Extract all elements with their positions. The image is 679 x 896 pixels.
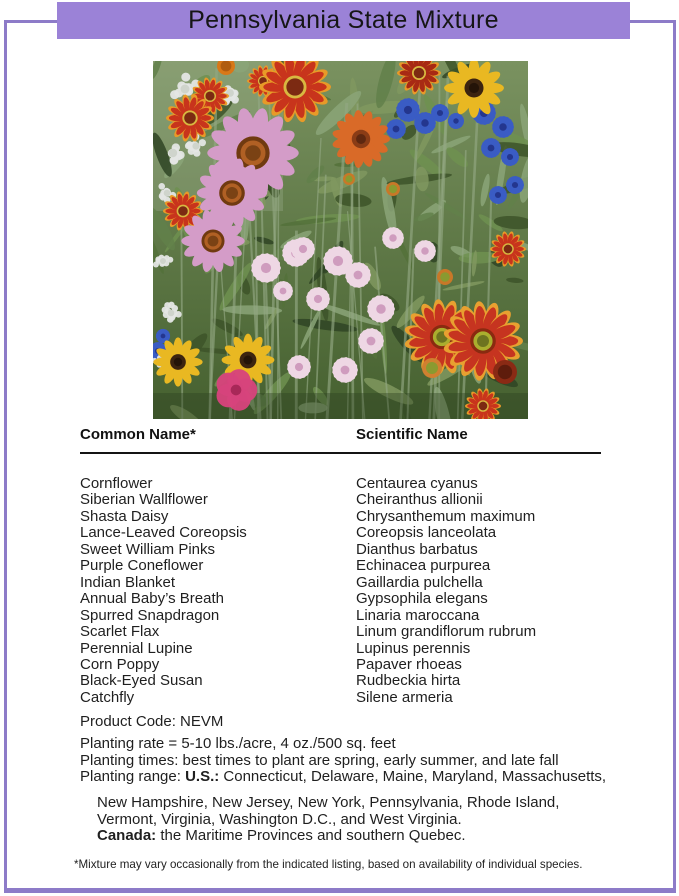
species-row [80, 525, 601, 541]
species-row [80, 492, 601, 508]
product-code: Product Code: NEVM [80, 713, 224, 730]
species-row [80, 673, 601, 689]
species-common-name: Spurred Snapdragon [80, 606, 220, 624]
species-common-name: Annual Baby’s Breath [80, 590, 224, 608]
planting-range-canada [97, 828, 559, 845]
species-row [80, 575, 601, 591]
planting-range-line2: New Hampshire, New Jersey, New York, Pennsylvania, Rhode Island, [97, 794, 560, 811]
planting-range-prefix: Planting range: [80, 768, 186, 786]
planting-info [80, 736, 606, 786]
planting-rate: Planting rate = 5-10 lbs./acre, 4 oz./500 sq. feet [80, 735, 396, 752]
species-scientific-name: Centaurea cyanus [356, 475, 478, 492]
species-row [80, 509, 601, 525]
species-common-name: Cornflower [80, 475, 153, 492]
species-scientific-name: Chrysanthemum maximum [356, 507, 536, 525]
wildflower-photo-svg [153, 61, 528, 419]
title-bar [57, 2, 630, 39]
species-scientific-name: Papaver rhoeas [356, 655, 462, 673]
species-common-name: Siberian Wallflower [80, 491, 208, 509]
wildflower-photo [153, 61, 528, 419]
species-row [80, 641, 601, 657]
species-common-name: Catchfly [80, 688, 135, 706]
species-row [80, 558, 601, 574]
species-row [80, 657, 601, 673]
species-scientific-name: Rudbeckia hirta [356, 672, 461, 690]
planting-range-us-label: U.S.: [185, 768, 220, 786]
species-scientific-name: Linaria maroccana [356, 606, 480, 624]
header-rule [80, 452, 601, 454]
species-row [80, 542, 601, 558]
planting-times: Planting times: best times to plant are spring, early summer, and late fall [80, 751, 559, 769]
planting-range-continued [97, 795, 559, 845]
species-scientific-name: Gypsophila elegans [356, 590, 488, 608]
footnote: *Mixture may vary occasionally from the indicated listing, based on availability of individual species. [74, 858, 583, 871]
planting-range-line3: Vermont, Virginia, Washington D.C., and West Virginia. [97, 810, 462, 828]
planting-range-us-text: Connecticut, Delaware, Maine, Maryland, Massachusetts, [219, 768, 607, 786]
species-row [80, 591, 601, 607]
species-scientific-name: Coreopsis lanceolata [356, 524, 497, 542]
page-title: Pennsylvania State Mixture [188, 6, 499, 34]
species-row [80, 608, 601, 624]
species-scientific-name: Linum grandiflorum rubrum [356, 623, 537, 641]
species-row [80, 624, 601, 640]
species-row [80, 476, 601, 492]
planting-range-canada-label: Canada: [97, 827, 157, 845]
species-scientific-name: Silene armeria [356, 688, 453, 706]
species-list [80, 476, 601, 706]
species-common-name: Perennial Lupine [80, 639, 193, 657]
species-common-name: Indian Blanket [80, 573, 176, 591]
species-common-name: Black-Eyed Susan [80, 672, 203, 690]
species-scientific-name: Gaillardia pulchella [356, 573, 483, 591]
planting-range [80, 769, 606, 786]
species-row [80, 690, 601, 706]
species-scientific-name: Echinacea purpurea [356, 557, 491, 575]
planting-range-canada-text: the Maritime Provinces and southern Quebec. [156, 827, 466, 845]
species-scientific-name: Lupinus perennis [356, 639, 471, 657]
species-common-name: Scarlet Flax [80, 623, 160, 641]
scientific-name-header: Scientific Name [356, 426, 468, 443]
species-common-name: Shasta Daisy [80, 507, 169, 525]
species-common-name: Purple Coneflower [80, 557, 204, 575]
species-common-name: Lance-Leaved Coreopsis [80, 524, 247, 542]
species-common-name: Corn Poppy [80, 655, 160, 673]
species-scientific-name: Cheiranthus allionii [356, 491, 483, 509]
species-common-name: Sweet William Pinks [80, 540, 216, 558]
common-name-header: Common Name* [80, 426, 196, 443]
species-scientific-name: Dianthus barbatus [356, 540, 478, 558]
